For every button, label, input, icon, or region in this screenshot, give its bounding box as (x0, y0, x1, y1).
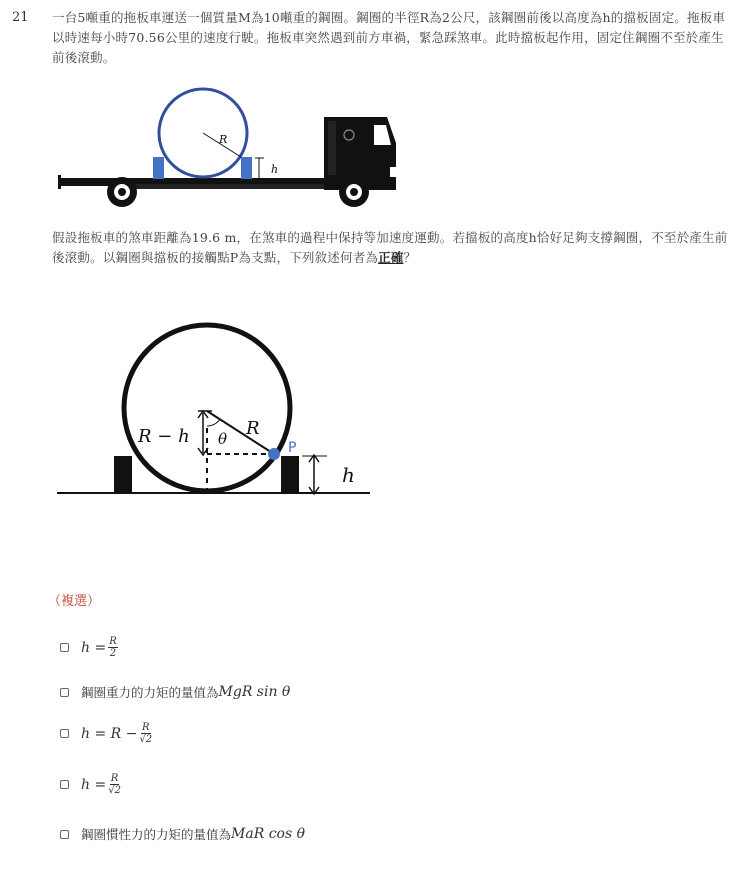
question-paragraph-1: 一台5噸重的拖板車運送一個質量M為10噸重的鋼圈。鋼圈的半徑R為2公尺，該鋼圈前後以高度為h的擋板固定。拖板車以時速每小時70.56公里的速度行駛。拖板車突然遇到前方車禍，緊急踩煞車。此時擋板起作用，固定住鋼圈不至於產生前後滾動。 (52, 10, 726, 65)
option-4[interactable] (60, 773, 123, 796)
option-3-checkbox[interactable] (60, 729, 69, 738)
question-number: 21 (12, 10, 29, 25)
option-3-lhs: h = R − (81, 725, 138, 742)
fig2-height-label: h (342, 463, 355, 487)
multi-select-label: （複選） (48, 594, 101, 609)
option-5-math: MaR cos θ (231, 826, 306, 842)
option-3-fraction: $\frac{R}{√2}$ (139, 722, 153, 745)
fig2-r-minus-h-label: R − h (138, 426, 190, 447)
option-4-checkbox[interactable] (60, 780, 69, 789)
option-5[interactable] (60, 825, 305, 843)
fig1-radius-label: R (219, 133, 228, 146)
option-5-checkbox[interactable] (60, 830, 69, 839)
fig2-point-p-label: P (288, 440, 297, 456)
question-paragraph-2: 假設拖板車的煞車距離為19.6 m，在煞車的過程中保持等加速度運動。若擋板的高度h恰好足夠支撐鋼圈，不至於產生前後滾動。以鋼圈與擋板的接觸點P為支點，下列敘述何者為正確？ (52, 230, 728, 265)
fig2-theta-label: θ (218, 430, 228, 448)
option-2-text: 鋼圈重力的力矩的量值為 (81, 685, 219, 700)
option-2-math: MgR sin θ (218, 684, 291, 700)
option-1-checkbox[interactable] (60, 643, 69, 652)
option-4-fraction: $\frac{R}{√2}$ (108, 773, 121, 796)
option-2[interactable] (60, 683, 290, 701)
truck-figure (52, 85, 412, 215)
option-1-lhs: h = (81, 639, 107, 656)
option-1-fraction: $\frac{R}{2}$ (109, 636, 117, 659)
option-3[interactable] (60, 722, 154, 745)
option-2-checkbox[interactable] (60, 688, 69, 697)
option-1[interactable] (60, 636, 120, 659)
fig1-height-label: h (271, 163, 279, 176)
option-5-text: 鋼圈慣性力的力矩的量值為 (81, 827, 232, 842)
geometry-figure (52, 318, 382, 503)
fig2-radius-label: R (246, 418, 260, 439)
option-4-lhs: h = (81, 776, 107, 793)
